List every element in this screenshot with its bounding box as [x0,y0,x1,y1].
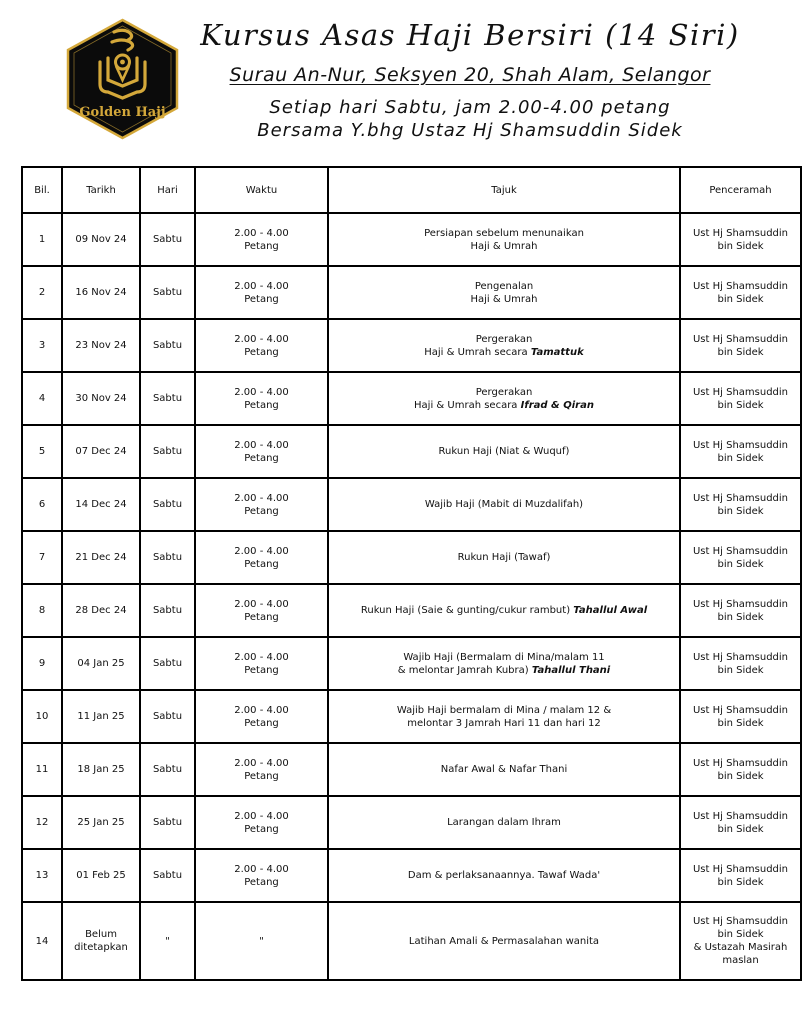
table-header-row [22,167,801,213]
waktu-line: 2.00 - 4.00 [234,492,289,504]
cell-tajuk [328,531,680,584]
cell-hari: Sabtu [140,584,195,637]
table-row [22,213,801,266]
table-row [22,849,801,902]
tajuk-text: Haji & Umrah [470,240,538,252]
course-schedule-table [21,166,802,981]
cell-penceramah [680,849,801,902]
tajuk-text: Pergerakan [475,386,533,398]
cell-bil: 7 [22,531,62,584]
penceramah-line: bin Sidek [717,399,764,411]
waktu-line: 2.00 - 4.00 [234,545,289,557]
tajuk-line [332,280,676,293]
waktu-line: " [259,935,264,947]
cell-tajuk [328,319,680,372]
cell-tarikh: 18 Jan 25 [62,743,140,796]
tajuk-text: Haji & Umrah secara [424,346,531,358]
tajuk-text: Latihan Amali & Permasalahan wanita [408,935,600,947]
waktu-line: 2.00 - 4.00 [234,280,289,292]
table-row [22,637,801,690]
waktu-line: Petang [244,611,279,623]
penceramah-line: bin Sidek [717,346,764,358]
tajuk-line [332,664,676,677]
cell-tajuk [328,690,680,743]
waktu-line: 2.00 - 4.00 [234,439,289,451]
tajuk-text: Pengenalan [474,280,534,292]
golden-hajj-logo [64,18,181,140]
tajuk-text: Rukun Haji (Tawaf) [457,552,551,563]
penceramah-line: bin Sidek [717,929,764,940]
cell-bil: 6 [22,478,62,531]
tajuk-line [332,240,676,253]
waktu-line: 2.00 - 4.00 [234,704,289,716]
cell-waktu [195,849,328,902]
cell-tajuk [328,902,680,980]
cell-hari: Sabtu [140,372,195,425]
penceramah-line: bin Sidek [717,611,764,623]
tajuk-line [332,293,676,306]
tajuk-line [332,763,676,776]
cell-bil: 3 [22,319,62,372]
cell-bil: 10 [22,690,62,743]
column-header-hari: Hari [140,167,195,213]
waktu-line: Petang [244,346,279,358]
column-header-tajuk: Tajuk [328,167,680,213]
table-row [22,796,801,849]
cell-tajuk [328,213,680,266]
tajuk-text: Persiapan sebelum menunaikan [424,227,584,239]
penceramah-line: bin Sidek [717,293,764,305]
penceramah-line: maslan [722,955,759,966]
cell-tarikh: 07 Dec 24 [62,425,140,478]
table-row [22,425,801,478]
cell-bil: 9 [22,637,62,690]
presenter-line: Bersama Y.bhg Ustaz Hj Shamsuddin Sidek [257,120,683,141]
cell-hari: Sabtu [140,690,195,743]
tajuk-line [332,445,676,458]
cell-waktu [195,531,328,584]
cell-penceramah [680,902,801,980]
cell-waktu [195,213,328,266]
penceramah-line: bin Sidek [717,770,764,782]
table-row [22,478,801,531]
cell-tarikh: 16 Nov 24 [62,266,140,319]
cell-waktu [195,478,328,531]
cell-waktu [195,743,328,796]
cell-bil: 5 [22,425,62,478]
tajuk-line [332,816,676,829]
table-row [22,584,801,637]
penceramah-line: bin Sidek [717,505,764,517]
waktu-line: 2.00 - 4.00 [234,651,289,663]
cell-waktu [195,584,328,637]
cell-penceramah [680,372,801,425]
cell-hari: Sabtu [140,796,195,849]
cell-tarikh: 11 Jan 25 [62,690,140,743]
cell-penceramah [680,637,801,690]
waktu-line: 2.00 - 4.00 [234,227,289,239]
table-row [22,372,801,425]
tajuk-emphasis: Tamattuk [530,346,584,358]
cell-bil: 8 [22,584,62,637]
cell-hari: Sabtu [140,213,195,266]
tajuk-text: Rukun Haji (Niat & Wuquf) [438,446,570,457]
table-row [22,743,801,796]
cell-hari: Sabtu [140,531,195,584]
tajuk-emphasis: Tahallul Thani [531,664,611,676]
cell-bil: 11 [22,743,62,796]
cell-tarikh: 14 Dec 24 [62,478,140,531]
waktu-line: Petang [244,240,279,252]
waktu-line: 2.00 - 4.00 [234,863,289,875]
tajuk-line [332,551,676,564]
tajuk-line [332,346,676,359]
cell-penceramah [680,319,801,372]
table-row [22,531,801,584]
tajuk-text: melontar 3 Jamrah Hari 11 dan hari 12 [407,717,601,729]
cell-waktu [195,796,328,849]
tajuk-text: Wajib Haji bermalam di Mina / malam 12 & [396,704,612,716]
penceramah-line: bin Sidek [717,823,764,835]
cell-tarikh: 25 Jan 25 [62,796,140,849]
cell-bil: 4 [22,372,62,425]
cell-tarikh: 23 Nov 24 [62,319,140,372]
cell-tarikh: 21 Dec 24 [62,531,140,584]
tajuk-line [332,717,676,730]
waktu-line: 2.00 - 4.00 [234,757,289,769]
cell-hari: Sabtu [140,425,195,478]
penceramah-line: Ust Hj Shamsuddin [692,333,789,345]
penceramah-line: bin Sidek [717,558,764,570]
cell-tajuk [328,425,680,478]
tajuk-line [332,333,676,346]
penceramah-line: Ust Hj Shamsuddin [692,704,789,716]
tajuk-text: Pergerakan [475,333,533,345]
tajuk-text: Haji & Umrah [470,293,538,305]
waktu-line: Petang [244,558,279,570]
cell-tarikh: 01 Feb 25 [62,849,140,902]
penceramah-line: & Ustazah Masirah [693,942,788,953]
tajuk-text: Rukun Haji (Saie & gunting/cukur rambut) [360,605,574,616]
tajuk-text: & melontar Jamrah Kubra) [397,664,532,676]
cell-bil: 14 [22,902,62,980]
table-row [22,690,801,743]
cell-waktu [195,637,328,690]
cell-tajuk [328,372,680,425]
penceramah-line: Ust Hj Shamsuddin [692,492,789,504]
cell-penceramah [680,531,801,584]
tajuk-text: Dam & perlaksanaannya. Tawaf Wada' [407,870,601,881]
penceramah-line: Ust Hj Shamsuddin [692,386,789,398]
waktu-line: Petang [244,452,279,464]
tajuk-line [332,604,676,617]
waktu-line: 2.00 - 4.00 [234,598,289,610]
cell-waktu [195,319,328,372]
table-row [22,266,801,319]
tajuk-text: Wajib Haji (Bermalam di Mina/malam 11 [403,651,605,663]
cell-waktu [195,372,328,425]
waktu-line: 2.00 - 4.00 [234,810,289,822]
cell-hari: Sabtu [140,266,195,319]
waktu-line: Petang [244,876,279,888]
schedule-line: Setiap hari Sabtu, jam 2.00-4.00 petang [269,97,671,118]
cell-tajuk [328,584,680,637]
cell-tarikh: 30 Nov 24 [62,372,140,425]
cell-tarikh: Belum ditetapkan [62,902,140,980]
cell-tajuk [328,743,680,796]
cell-penceramah [680,478,801,531]
waktu-line: 2.00 - 4.00 [234,333,289,345]
cell-penceramah [680,584,801,637]
penceramah-line: Ust Hj Shamsuddin [692,439,789,451]
cell-tajuk [328,849,680,902]
tajuk-line [332,399,676,412]
table-body [22,213,801,980]
tajuk-line [332,935,676,948]
penceramah-line: Ust Hj Shamsuddin [692,863,789,875]
column-header-waktu: Waktu [195,167,328,213]
cell-hari: Sabtu [140,637,195,690]
document-header [0,0,768,160]
table-row [22,319,801,372]
waktu-line: Petang [244,505,279,517]
table-row [22,902,801,980]
tajuk-emphasis: Tahallul Awal [573,605,648,616]
cell-penceramah [680,743,801,796]
penceramah-line: Ust Hj Shamsuddin [692,810,789,822]
cell-tarikh: 09 Nov 24 [62,213,140,266]
tajuk-text: Wajib Haji (Mabit di Muzdalifah) [424,499,584,510]
cell-hari: Sabtu [140,319,195,372]
tajuk-line [332,869,676,882]
cell-waktu [195,690,328,743]
tajuk-line [332,651,676,664]
cell-penceramah [680,266,801,319]
penceramah-line: Ust Hj Shamsuddin [692,227,789,239]
cell-bil: 13 [22,849,62,902]
cell-hari: Sabtu [140,478,195,531]
cell-tajuk [328,266,680,319]
penceramah-line: bin Sidek [717,664,764,676]
waktu-line: Petang [244,823,279,835]
cell-hari: " [140,902,195,980]
waktu-line: Petang [244,770,279,782]
waktu-line: Petang [244,717,279,729]
cell-waktu [195,425,328,478]
tajuk-text: Larangan dalam Ihram [447,817,561,828]
cell-bil: 12 [22,796,62,849]
cell-penceramah [680,213,801,266]
tajuk-line [332,386,676,399]
cell-waktu [195,902,328,980]
column-header-penceramah: Penceramah [680,167,801,213]
cell-hari: Sabtu [140,849,195,902]
cell-waktu [195,266,328,319]
waktu-line: Petang [244,664,279,676]
tajuk-line [332,704,676,717]
cell-bil: 2 [22,266,62,319]
cell-hari: Sabtu [140,743,195,796]
svg-text:Golden Hajj: Golden Hajj [79,105,166,120]
tajuk-line [332,227,676,240]
waktu-line: Petang [244,399,279,411]
penceramah-line: Ust Hj Shamsuddin [692,280,789,292]
tajuk-line [332,498,676,511]
cell-tajuk [328,637,680,690]
course-title: Kursus Asas Haji Bersiri (14 Siri) [200,18,740,52]
tajuk-emphasis: Ifrad & Qiran [520,399,594,411]
tajuk-text: Haji & Umrah secara [414,399,521,411]
penceramah-line: bin Sidek [717,876,764,888]
cell-tajuk [328,796,680,849]
penceramah-line: bin Sidek [717,717,764,729]
waktu-line: Petang [244,293,279,305]
waktu-line: 2.00 - 4.00 [234,386,289,398]
penceramah-line: bin Sidek [717,452,764,464]
cell-tajuk [328,478,680,531]
tajuk-text: Nafar Awal & Nafar Thani [440,764,568,775]
cell-bil: 1 [22,213,62,266]
penceramah-line: Ust Hj Shamsuddin [692,545,789,557]
penceramah-line: Ust Hj Shamsuddin [692,598,789,610]
penceramah-line: Ust Hj Shamsuddin [692,916,789,927]
venue-line: Surau An-Nur, Seksyen 20, Shah Alam, Selangor [229,64,711,86]
column-header-bil: Bil. [22,167,62,213]
column-header-tarikh: Tarikh [62,167,140,213]
penceramah-line: Ust Hj Shamsuddin [692,757,789,769]
cell-penceramah [680,690,801,743]
cell-penceramah [680,425,801,478]
cell-tarikh: 04 Jan 25 [62,637,140,690]
cell-penceramah [680,796,801,849]
penceramah-line: bin Sidek [717,240,764,252]
penceramah-line: Ust Hj Shamsuddin [692,651,789,663]
cell-tarikh: 28 Dec 24 [62,584,140,637]
